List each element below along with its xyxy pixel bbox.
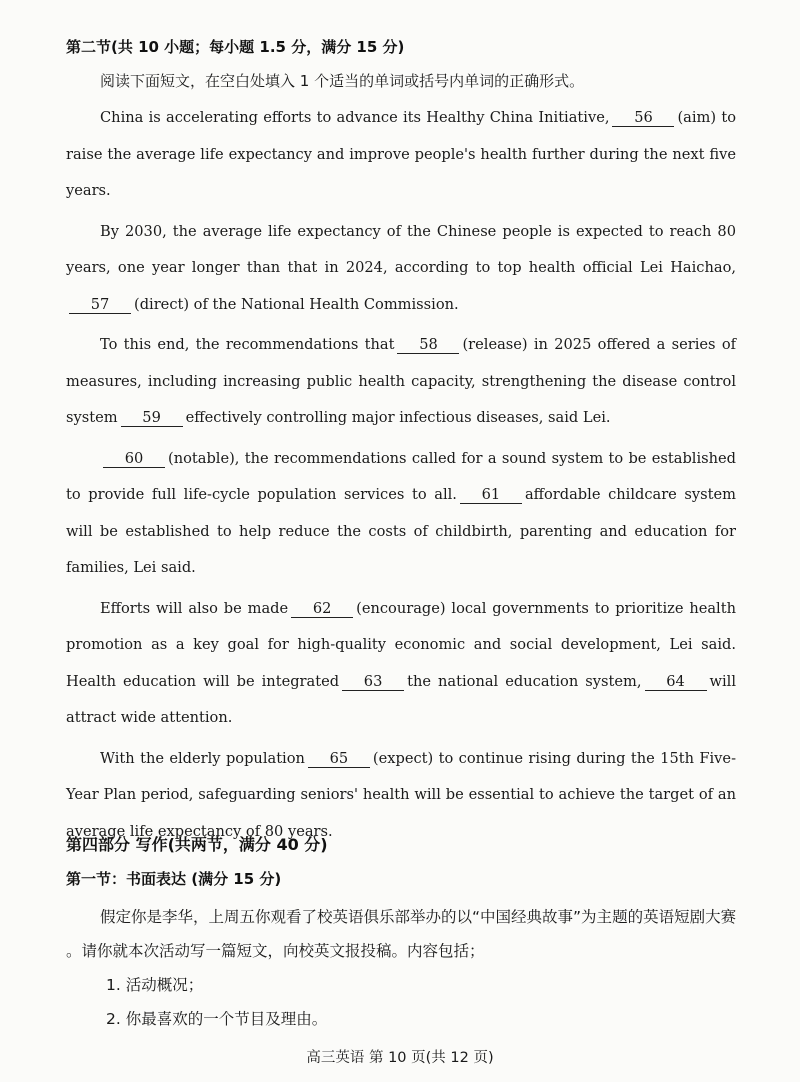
text: the national education system, [407,672,642,690]
writing-task [66,900,738,1036]
text: By 2030, the average life expectancy of the Chinese people is expected to reach 80 years, one year longer than that in 2024, according to top health official Lei Haichao, [66,222,736,276]
text: effectively controlling major infectious diseases, said Lei. [185,409,611,426]
paragraph-5 [66,591,736,737]
paragraph-1 [66,100,736,210]
task-item-1: 1. 活动概况； [106,976,204,994]
writing-prompt: 假定你是李华，上周五你观看了校英语俱乐部举办的以“中国经典故事”为主题的英语短剧大赛 。请你就本次活动写一篇短文，向校英文报投稿。内容包括； [66,908,737,960]
text: (expect) to continue rising during the 15th Five-Year Plan period, safeguarding seniors' health will be essential to achieve the target of an average life expectancy of 80 years. [66,749,736,840]
cloze-passage [66,100,736,854]
text: China is accelerating efforts to advance its Healthy China Initiative, [100,109,610,126]
blank-60: 60 [103,451,165,468]
blank-56: 56 [612,110,674,127]
paragraph-4 [66,441,736,587]
page-footer: 高三英语 第 10 页(共 12 页) [306,1050,494,1066]
blank-61: 61 [460,487,522,504]
part-4-title: 第四部分 写作(共两节，满分 40 分) [66,835,328,854]
text: Efforts will also be made [100,599,289,617]
blank-63: 63 [342,674,404,691]
text: (encourage) local governments to prioritize health promotion as a key goal for high-quality economic and social development, Lei said. Health education will be integrated [66,599,736,690]
paragraph-2 [66,214,736,324]
text: (direct) of the National Health Commission. [134,295,459,313]
blank-62: 62 [291,601,353,618]
blank-58: 58 [397,337,459,354]
paragraph-3 [66,327,736,437]
blank-64: 64 [645,674,707,691]
text: (notable), the recommendations called for a sound system to be established to provide full life-cycle population services to all. [66,449,736,503]
text: affordable childcare system will be established to help reduce the costs of childbirth, parenting and education for families, Lei said. [66,486,736,576]
text: To this end, the recommendations that [100,336,395,353]
section-2-title: 第二节(共 10 小题；每小题 1.5 分，满分 15 分) [66,38,405,56]
text: will attract wide attention. [66,672,736,726]
part-4-section-1-title: 第一节：书面表达 (满分 15 分) [66,870,282,888]
blank-59: 59 [121,410,183,427]
section-2-instruction: 阅读下面短文，在空白处填入 1 个适当的单词或括号内单词的正确形式。 [100,72,585,90]
blank-57: 57 [69,297,131,314]
text: (release) in 2025 offered a series of measures, including increasing public health capacity, strengthening the disease control system [66,336,737,426]
task-item-2: 2. 你最喜欢的一个节目及理由。 [106,1010,328,1028]
text: (aim) to raise the average life expectancy and improve people's health further during the next five years. [66,109,736,199]
text: With the elderly population [100,749,305,767]
blank-65: 65 [308,751,370,768]
